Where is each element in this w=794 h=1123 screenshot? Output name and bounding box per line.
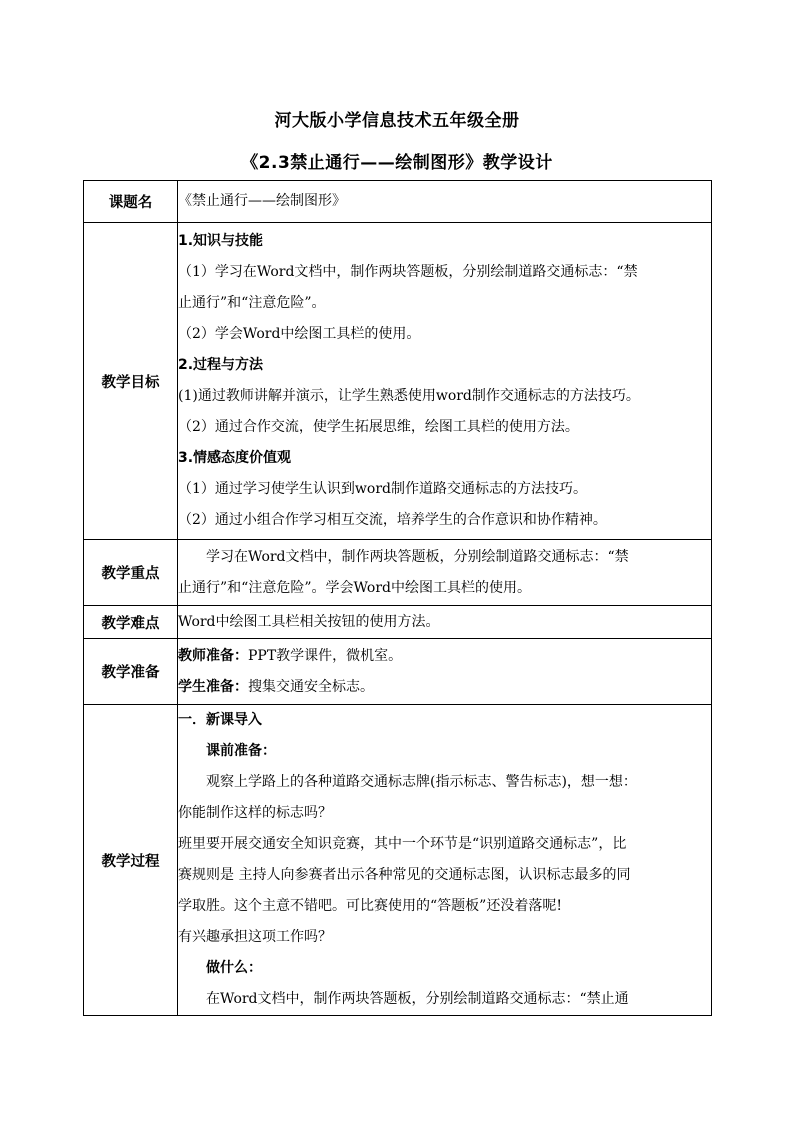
student-prep — [178, 672, 711, 703]
process-text-line: 观察上学路上的各种道路交通标志牌(指示标志、警告标志)，想一想： — [206, 774, 637, 790]
topic-text: 《禁止通行——绘制图形》 — [178, 193, 346, 209]
prep-content — [178, 639, 712, 705]
teacher-prep — [178, 641, 711, 672]
document-title: 河大版小学信息技术五年级全册 — [274, 111, 520, 131]
topic-value — [178, 181, 712, 223]
goals-item: （2）通过合作交流，使学生拓展思维，绘图工具栏的使用方法。 — [178, 419, 579, 435]
goals-heading-1: 1.知识与技能 — [178, 233, 264, 249]
row-label-process: 教学过程 — [84, 705, 178, 1016]
goals-item: （1）学习在Word文档中，制作两块答题板，分别绘制道路交通标志：“禁 — [178, 264, 638, 280]
row-label-prep: 教学准备 — [84, 639, 178, 705]
goals-content — [178, 223, 712, 540]
row-label-topic: 课题名 — [84, 181, 178, 223]
process-text-line: 有兴趣承担这项工作吗？ — [178, 929, 332, 945]
student-prep-value: 搜集交通安全标志。 — [248, 678, 374, 695]
goals-item: 止通行”和“注意危险”。 — [178, 295, 326, 311]
lesson-plan-table — [83, 180, 712, 1016]
table-row-focus — [84, 540, 712, 606]
goals-heading-3: 3.情感态度价值观 — [178, 450, 292, 466]
table-row-process — [84, 705, 712, 1016]
process-content — [178, 705, 712, 1016]
process-heading-1: 一．新课导入 — [178, 712, 262, 728]
process-text-line: 你能制作这样的标志吗？ — [178, 805, 332, 821]
process-heading-2: 课前准备： — [206, 743, 276, 759]
table-row-goals — [84, 223, 712, 540]
process-text-line: 班里要开展交通安全知识竞赛，其中一个环节是“识别道路交通标志”，比 — [178, 836, 627, 852]
difficulty-text: Word中绘图工具栏相关按钮的使用方法。 — [178, 613, 440, 630]
process-heading-3: 做什么： — [206, 960, 262, 976]
student-prep-label: 学生准备： — [178, 678, 248, 695]
goals-item: （2）通过小组合作学习相互交流，培养学生的合作意识和协作精神。 — [178, 512, 607, 528]
row-label-goals: 教学目标 — [84, 223, 178, 540]
table-row-topic — [84, 181, 712, 223]
process-text-line: 学取胜。这个主意不错吧。可比赛使用的“答题板”还没着落呢! — [178, 898, 562, 914]
teacher-prep-value: PPT教学课件，微机室。 — [248, 647, 403, 664]
table-row-prep — [84, 639, 712, 705]
process-text-line: 在Word文档中，制作两块答题板，分别绘制道路交通标志：“禁止通 — [206, 991, 629, 1007]
focus-content — [178, 540, 712, 606]
focus-text-line: 学习在Word文档中，制作两块答题板，分别绘制道路交通标志：“禁 — [206, 548, 629, 565]
process-text-line: 赛规则是 主持人向参赛者出示各种常见的交通标志图，认识标志最多的同 — [178, 867, 631, 883]
goals-item: （2）学会Word中绘图工具栏的使用。 — [178, 326, 421, 342]
difficulty-content — [178, 606, 712, 639]
row-label-difficulty: 教学难点 — [84, 606, 178, 639]
goals-item: （1）通过学习使学生认识到word制作道路交通标志的方法技巧。 — [178, 481, 587, 497]
document-subtitle: 《2.3禁止通行——绘制图形》教学设计 — [241, 153, 553, 173]
goals-item: (1)通过教师讲解并演示，让学生熟悉使用word制作交通标志的方法技巧。 — [178, 388, 640, 404]
table-row-difficulty — [84, 606, 712, 639]
focus-text-line: 止通行”和“注意危险”。学会Word中绘图工具栏的使用。 — [178, 579, 531, 596]
teacher-prep-label: 教师准备： — [178, 647, 248, 664]
row-label-focus: 教学重点 — [84, 540, 178, 606]
goals-heading-2: 2.过程与方法 — [178, 357, 264, 373]
